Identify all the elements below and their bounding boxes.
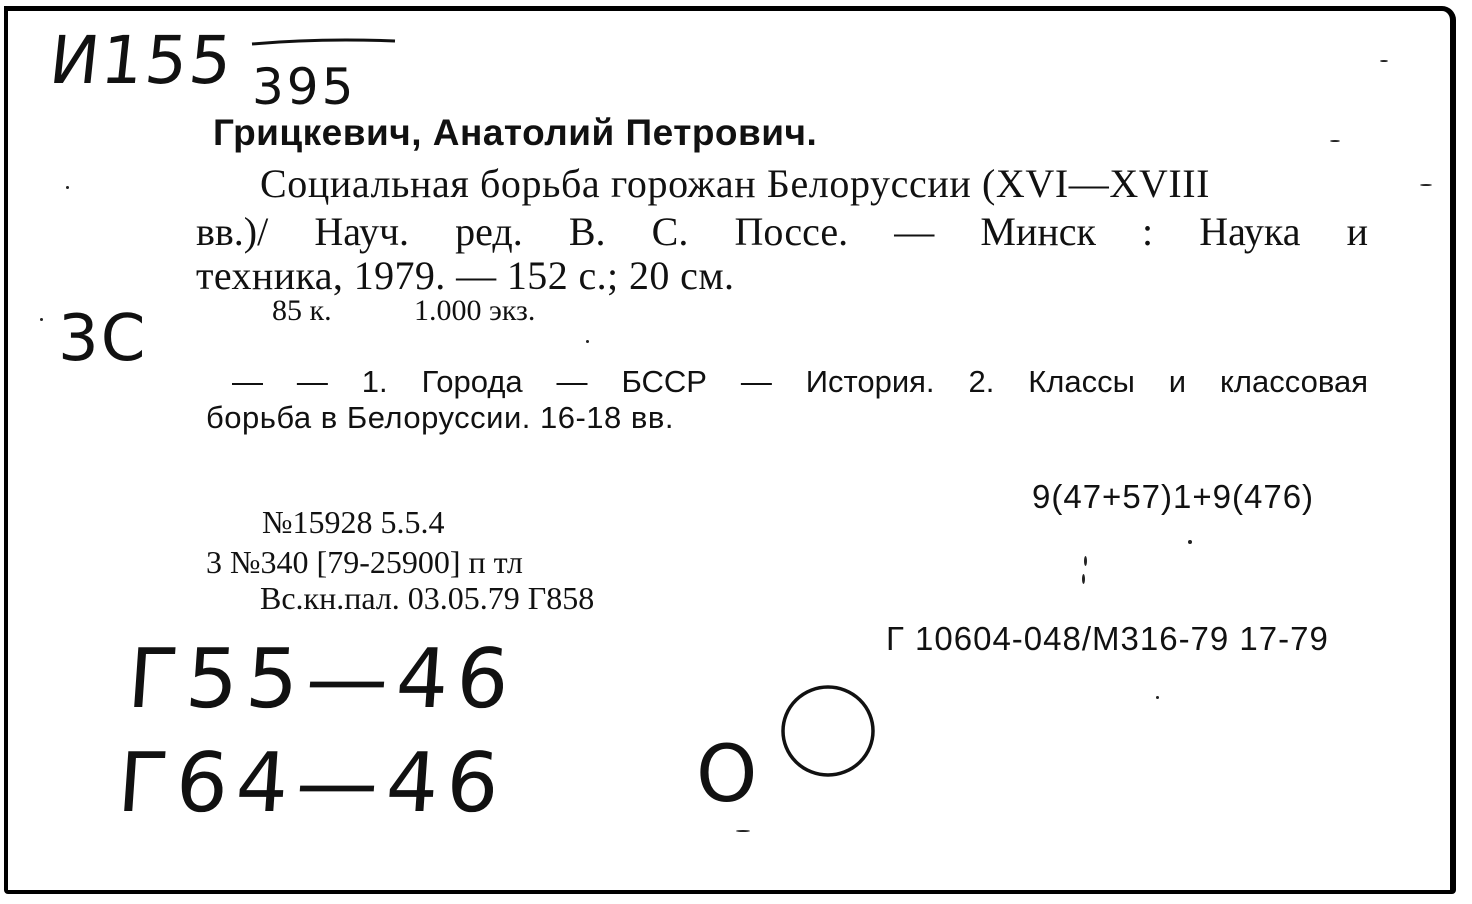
title-line-2: вв.)/ Науч. ред. В. С. Поссе. — Минск : Наука и (196, 209, 1368, 254)
handwritten-mark-1: Г55—46 (124, 632, 521, 727)
speck (1084, 556, 1087, 566)
speck (1420, 184, 1432, 186)
speck (736, 830, 750, 832)
title-line-1: Социальная борьба горожан Белоруссии (XVI—XVIII (260, 161, 1211, 206)
print-run: 1.000 экз. (414, 294, 536, 327)
large-circle-mark (778, 680, 880, 782)
call-number-overline (250, 36, 400, 48)
speck (40, 318, 43, 321)
price: 85 к. (272, 294, 332, 327)
title-line-3: техника, 1979. — 152 с.; 20 см. (196, 253, 735, 298)
record-order: 3 №340 [79-25900] п тл (206, 544, 523, 580)
speck (1082, 574, 1085, 584)
speck (586, 340, 589, 343)
classification-index: 9(47+57)1+9(476) (1032, 478, 1315, 515)
handwritten-small-circle: O (696, 730, 758, 820)
record-number: №15928 5.5.4 (262, 504, 445, 540)
author-heading: Грицкевич, Анатолий Петрович. (213, 112, 818, 153)
handwritten-call-number: И155 (45, 22, 238, 99)
speck (1188, 540, 1192, 544)
subjects-line-2: борьба в Белоруссии. 16-18 вв. (206, 400, 674, 435)
speck (1156, 696, 1159, 699)
handwritten-mark-2: Г64—46 (114, 736, 511, 831)
handwritten-call-number-sub: 395 (252, 58, 357, 116)
speck (66, 186, 69, 189)
record-chamber: Вс.кн.пал. 03.05.79 Г858 (260, 580, 595, 616)
speck (1330, 140, 1340, 142)
publisher-code: Г 10604-048/М316-79 17-79 (886, 620, 1329, 657)
subjects-line-1: — — 1. Города — БССР — История. 2. Классы и классовая (232, 364, 1368, 399)
handwritten-section-mark: 3С (58, 302, 148, 376)
speck (1380, 60, 1388, 62)
